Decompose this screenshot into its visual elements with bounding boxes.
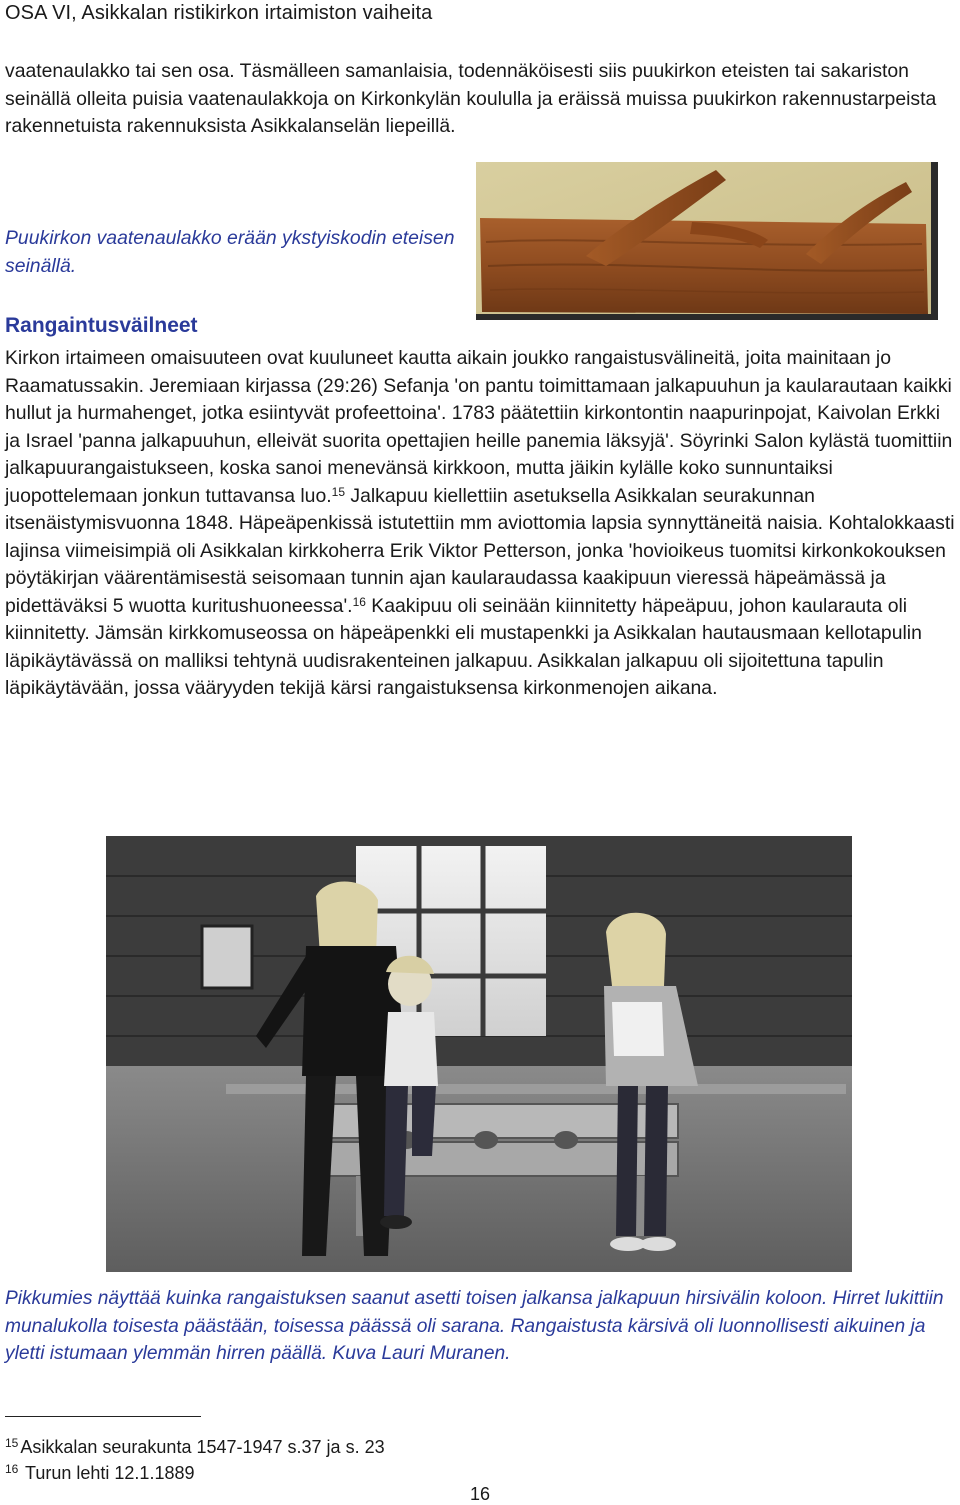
footnote-divider — [5, 1416, 201, 1417]
page-header: OSA VI, Asikkalan ristikirkon irtaimiston vaiheita — [5, 2, 433, 24]
body-text-part2: Jalkapuu kiellettiin asetuksella Asikkalan seurakunnan itsenäistymisvuonna 1848. Häpeäpenkissä istutettiin mm aviottomia lapsia synnyttäneitä naisia. Kohtalokkaasti lajinsa viimeisimpiä oli Asikkalan kirkkoherra Erik Viktor Petterson, jonka 'hovioikeus tuomitsi kirkonkokouksen pöytäkirjan väärentämisestä seisomaan tunnin ajan kaularaudassa kaakipuun vieressä häpeämässä ja pidettäväksi 5 wuotta kuritushuoneessa'. — [5, 484, 955, 617]
footnote-16 — [5, 1462, 195, 1484]
body-paragraph — [5, 345, 957, 703]
footnote-15 — [5, 1436, 385, 1458]
stocks-caption: Pikkumies näyttää kuinka rangaistuksen saanut asetti toisen jalkansa jalkapuun hirsivälin koloon. Hirret lukittiin munalukolla toisesta päästään, toisessa päässä oli sarana. Rangaistusta kärsivä oli luonnollisesti aikuinen ja yletti istumaan ylemmän hirren päällä. Kuva Lauri Muranen. — [5, 1288, 944, 1364]
footnote-text: Asikkalan seurakunta 1547-1947 s.37 ja s. 23 — [20, 1437, 385, 1457]
stocks-photo — [106, 836, 852, 1272]
coat-rack-photo — [476, 162, 938, 320]
body-text-part3: Kaakipuu oli seinään kiinnitetty häpeäpuu, johon kaularauta oli kiinnitetty. Jämsän kirkkomuseossa on häpeäpenkki eli mustapenkki ja Asikkalan hautausmaan kellotapulin läpikäytävässä on malliksi tehtynä uudisrakenteinen jalkapuu. Asikkalan jalkapuu oli sijoitettuna tapulin läpikäytävään, jossa vääryyden tekijä kärsi rangaistuksensa kirkonmenojen aikana. — [5, 594, 922, 699]
footnote-text: Turun lehti 12.1.1889 — [20, 1463, 195, 1483]
footnote-ref-15: 15 — [331, 484, 345, 499]
footnote-number: 15 — [5, 1436, 19, 1450]
section-heading: Rangaintusväilneet — [5, 314, 198, 337]
coat-rack-caption: Puukirkon vaatenaulakko erään ykstyiskodin eteisen seinällä. — [5, 227, 455, 277]
page-number: 16 — [469, 1484, 491, 1504]
footnote-number: 16 — [5, 1462, 19, 1476]
body-text-part1: Kirkon irtaimeen omaisuuteen ovat kuuluneet kautta aikain joukko rangaistusvälineitä, joita mainitaan jo Raamatussakin. Jeremiaan kirjassa (29:26) Sefanja 'on pantu toimittamaan jalkapuuhun ja kaularautaan kaikki hullut ja hurmahenget, jotka esiintyvät profeettoina'. 1783 päätettiin kirkontontin naapurinpojat, Kaivolan Erkki ja Israel 'panna jalkapuuhun, elleivät suorita opettajien heille panemia läksyjä'. Söyrinki Salon kylästä tuomittiin jalkapuurangaistukseen, koska sanoi menevänsä kirkkoon, mutta jäikin kylälle koko sunnuntaiksi juopottelemaan jonkun tuttavansa luo. — [5, 347, 953, 507]
footnote-ref-16: 16 — [352, 594, 366, 609]
intro-paragraph: vaatenaulakko tai sen osa. Täsmälleen samanlaisia, todennäköisesti siis puukirkon eteisten tai sakariston seinällä olleita puisia vaatenaulakkoja on Kirkonkylän koululla ja eräissä muissa puukirkon rakennustarpeista rakennetuista rakennuksista Asikkalanselän liepeillä. — [5, 60, 937, 137]
